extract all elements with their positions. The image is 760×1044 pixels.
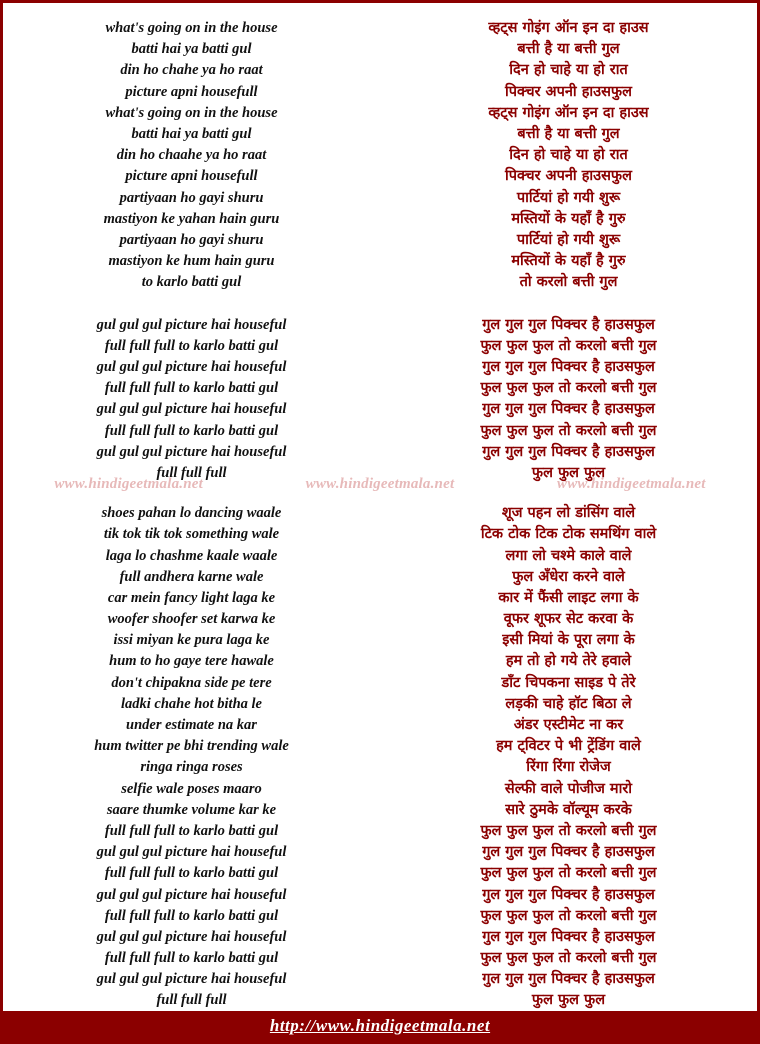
lyrics-line (3, 693, 757, 714)
lyrics-line-latin: gul gul gul picture hai houseful (96, 316, 287, 333)
lyrics-line-devanagari: तो करलो बत्ती गुल (519, 274, 618, 291)
site-url-link[interactable]: http://www.hindigeetmala.net (269, 1016, 491, 1035)
lyrics-stanza-2 (3, 502, 757, 1011)
lyrics-line-latin: picture apni housefull (125, 168, 258, 185)
lyrics-line (3, 292, 757, 313)
lyrics-line-latin: under estimate na kar (126, 717, 257, 733)
lyrics-line (3, 208, 757, 229)
lyrics-line-devanagari: सेल्फी वाले पोजीज मारो (504, 780, 633, 797)
lyrics-line-devanagari: मस्तियों के यहाँ है गुरु (511, 253, 626, 270)
lyrics-line-devanagari: पिक्चर अपनी हाउसफुल (505, 83, 632, 100)
lyrics-line-devanagari: सारे ठुमके वॉल्यूम करके (505, 801, 632, 818)
lyrics-line-devanagari: गुल गुल गुल पिक्चर है हाउसफुल (482, 971, 655, 988)
lyrics-line (3, 629, 757, 650)
lyrics-line-latin: full full full to karlo batti gul (104, 865, 279, 882)
lyrics-line-latin: tik tok tik tok something wale (103, 526, 280, 543)
lyrics-line-devanagari: दिन हो चाहे या हो रात (509, 147, 628, 164)
lyrics-line-devanagari: लड़की चाहे हॉट बिठा ले (505, 695, 632, 712)
lyrics-line (3, 778, 757, 799)
lyrics-line-devanagari: पिक्चर अपनी हाउसफुल (505, 168, 632, 185)
lyrics-line-devanagari: व्हट्स गोइंग ऑन इन द‍ा हाउस (488, 20, 649, 36)
lyrics-line-devanagari: हम तो हो गये तेरे हवाले (505, 653, 632, 670)
lyrics-line-devanagari: पार्टियां हो गयी शुरू (516, 189, 621, 206)
lyrics-line (3, 841, 757, 862)
lyrics-line-latin: don't chipakna side pe tere (111, 674, 272, 691)
lyrics-line-devanagari: फुल फुल फुल तो करलो बत्ती गुल (480, 337, 657, 354)
lyrics-line-devanagari: अंडर एस्टीमेट ना कर (513, 717, 624, 733)
lyrics-line-devanagari: दिन हो चाहे या हो रात (509, 62, 628, 79)
lyrics-line-latin: ladki chahe hot bitha le (121, 695, 262, 712)
lyrics-line-latin: what's going on in the house (105, 104, 278, 121)
lyrics-line-latin: gul gul gul picture hai houseful (96, 359, 287, 375)
lyrics-line (3, 820, 757, 841)
lyrics-line (3, 462, 757, 483)
lyrics-line-latin: full full full to karlo batti gul (104, 380, 279, 397)
lyrics-line (3, 756, 757, 777)
lyrics-line-devanagari: बत्ती है या बत्ती गुल (517, 125, 620, 142)
lyrics-line-latin: full full full to karlo batti gul (104, 907, 279, 924)
lyrics-grid (3, 17, 757, 1011)
lyrics-line-devanagari: गुल गुल गुल पिक्चर है हाउसफुल (482, 928, 655, 945)
lyrics-line-latin: full full full to karlo batti gul (104, 337, 279, 354)
lyrics-line-devanagari: गुल गुल गुल पिक्चर है हाउसफुल (482, 359, 655, 375)
lyrics-line (3, 441, 757, 462)
lyrics-line-latin: ringa ringa roses (140, 759, 243, 776)
lyrics-line (3, 229, 757, 250)
lyrics-line (3, 672, 757, 693)
lyrics-line-devanagari: बत्ती है या बत्ती गुल (517, 41, 620, 58)
lyrics-stanza-1 (3, 17, 757, 483)
watermark-text: www.hindigeetmala.net (54, 476, 203, 492)
lyrics-line-devanagari: गुल गुल गुल पिक्चर है हाउसफुल (482, 886, 655, 903)
lyrics-line-latin: din ho chahe ya ho raat (120, 62, 263, 79)
lyrics-line (3, 187, 757, 208)
lyrics-line (3, 271, 757, 292)
lyrics-line-devanagari: व्हट्स गोइंग ऑन इन द‍ा हाउस (488, 104, 649, 121)
lyrics-line-latin: laga lo chashme kaale waale (105, 547, 278, 564)
lyrics-line (3, 650, 757, 671)
lyrics-line-devanagari: इसी मियां के पूरा लगा के (502, 632, 635, 649)
lyrics-line-latin: full andhera karne wale (119, 568, 264, 585)
lyrics-line-latin: picture apni housefull (125, 83, 258, 100)
lyrics-line (3, 714, 757, 735)
lyrics-line-devanagari: लगा लो चश्मे काले वाले (505, 547, 632, 564)
lyrics-line-latin: full full full (156, 992, 227, 1009)
lyrics-line-devanagari: रिंगा रिंगा रोजेज (526, 759, 611, 776)
lyrics-line (3, 398, 757, 419)
lyrics-line (3, 356, 757, 377)
lyrics-line-devanagari: टिक टोक टिक टोक समथिंग वाले (480, 526, 657, 543)
lyrics-line (3, 123, 757, 144)
lyrics-line-latin: gul gul gul picture hai houseful (96, 928, 287, 945)
lyrics-line-devanagari: फुल फुल फुल तो करलो बत्ती गुल (480, 422, 657, 439)
lyrics-line-devanagari: शूज पहन लो डांसिंग वाले (501, 505, 636, 522)
lyrics-line-latin: gul gul gul picture hai houseful (96, 401, 287, 418)
lyrics-line (3, 250, 757, 271)
lyrics-line-latin: saare thumke volume kar ke (106, 801, 277, 818)
lyrics-line (3, 608, 757, 629)
watermark-text: www.hindigeetmala.net (556, 476, 706, 492)
lyrics-line (3, 799, 757, 820)
lyrics-line (3, 165, 757, 186)
lyrics-line-latin: mastiyon ke hum hain guru (108, 253, 275, 270)
lyrics-line (3, 947, 757, 968)
lyrics-line (3, 335, 757, 356)
site-footer (3, 1011, 757, 1041)
lyrics-line-latin: gul gul gul picture hai houseful (96, 971, 287, 988)
lyrics-line-devanagari: फुल अँधेरा करने वाले (512, 568, 625, 585)
lyrics-line (3, 377, 757, 398)
lyrics-line (3, 144, 757, 165)
page-inner (3, 3, 757, 1041)
lyrics-line-devanagari: फुल फुल फुल तो करलो बत्ती गुल (480, 380, 657, 397)
lyrics-line (3, 59, 757, 80)
lyrics-line (3, 314, 757, 335)
lyrics-line (3, 545, 757, 566)
lyrics-line (3, 17, 757, 38)
lyrics-line-latin: partiyaan ho gayi shuru (119, 231, 264, 248)
lyrics-line (3, 968, 757, 989)
lyrics-line-devanagari: गुल गुल गुल पिक्चर है हाउसफुल (482, 443, 655, 460)
lyrics-line-latin: hum to ho gaye tere hawale (109, 653, 274, 670)
lyrics-line (3, 989, 757, 1010)
lyrics-line-latin: full full full to karlo batti gul (104, 422, 279, 439)
lyrics-line (3, 420, 757, 441)
lyrics-line-devanagari: गुल गुल गुल पिक्चर है हाउसफुल (482, 316, 655, 333)
lyrics-line (3, 926, 757, 947)
lyrics-line-devanagari: फुल फुल फुल तो करलो बत्ती गुल (480, 907, 657, 924)
lyrics-line (3, 566, 757, 587)
lyrics-line-latin: gul gul gul picture hai houseful (96, 443, 287, 460)
lyrics-line (3, 905, 757, 926)
lyrics-line-devanagari: फुल फुल फुल तो करलो बत्ती गुल (480, 822, 657, 839)
lyrics-line-latin: woofer shoofer set karwa ke (107, 611, 276, 628)
lyrics-line (3, 587, 757, 608)
lyrics-line-latin: full full full to karlo batti gul (104, 822, 279, 839)
lyrics-line-latin: batti hai ya batti gul (131, 125, 252, 142)
lyrics-line-devanagari: मस्तियों के यहाँ है गुरु (511, 210, 626, 227)
lyrics-line-latin: what's going on in the house (105, 20, 278, 36)
lyrics-line (3, 102, 757, 123)
lyrics-line-devanagari: वूफर शूफर सेट करवा के (503, 611, 634, 628)
lyrics-line-latin: shoes pahan lo dancing waale (101, 505, 282, 522)
lyrics-line-devanagari: गुल गुल गुल पिक्चर है हाउसफुल (482, 844, 655, 861)
lyrics-line-latin: issi miyan ke pura laga ke (113, 632, 270, 649)
lyrics-line-latin: din ho chaahe ya ho raat (116, 147, 267, 164)
lyrics-line-devanagari: गुल गुल गुल पिक्चर है हाउसफुल (482, 401, 655, 418)
lyrics-line-latin: full full full (156, 464, 227, 481)
lyrics-line (3, 81, 757, 102)
lyrics-line (3, 884, 757, 905)
lyrics-line-latin: selfie wale poses maaro (121, 780, 262, 797)
lyrics-line-latin: mastiyon ke yahan hain guru (103, 210, 280, 227)
lyrics-line-devanagari: फुल फुल फुल (531, 464, 606, 481)
lyrics-line-latin: car mein fancy light laga ke (107, 589, 276, 606)
lyrics-line (3, 38, 757, 59)
lyrics-line-latin: gul gul gul picture hai houseful (96, 844, 287, 861)
lyrics-line-devanagari: फुल फुल फुल तो करलो बत्ती गुल (480, 950, 657, 967)
lyrics-line-latin: hum twitter pe bhi trending wale (94, 738, 289, 755)
lyrics-line-devanagari: फुल फुल फुल (531, 992, 606, 1009)
lyrics-line-latin: batti hai ya batti gul (131, 41, 252, 58)
lyrics-line-devanagari: कार में फैंसी लाइट लगा के (498, 589, 639, 606)
lyrics-line-latin: full full full to karlo batti gul (104, 950, 279, 967)
lyrics-line-devanagari: हम ट्विटर पे भी ट्रेंडिंग वाले (496, 738, 641, 755)
stanza-separator (3, 483, 757, 502)
lyrics-line-latin: gul gul gul picture hai houseful (96, 886, 287, 903)
lyrics-line (3, 523, 757, 544)
lyrics-line (3, 502, 757, 523)
watermark-text: www.hindigeetmala.net (305, 476, 455, 492)
lyrics-line (3, 862, 757, 883)
lyrics-line-latin: to karlo batti gul (141, 274, 242, 291)
lyrics-line (3, 735, 757, 756)
lyrics-line-devanagari: पार्टियां हो गयी शुरू (516, 231, 621, 248)
lyrics-line-devanagari: डॉंट चिपकना साइड पे तेरे (501, 674, 636, 691)
lyrics-line-devanagari: फुल फुल फुल तो करलो बत्ती गुल (480, 865, 657, 882)
lyrics-line-latin: partiyaan ho gayi shuru (119, 189, 264, 206)
